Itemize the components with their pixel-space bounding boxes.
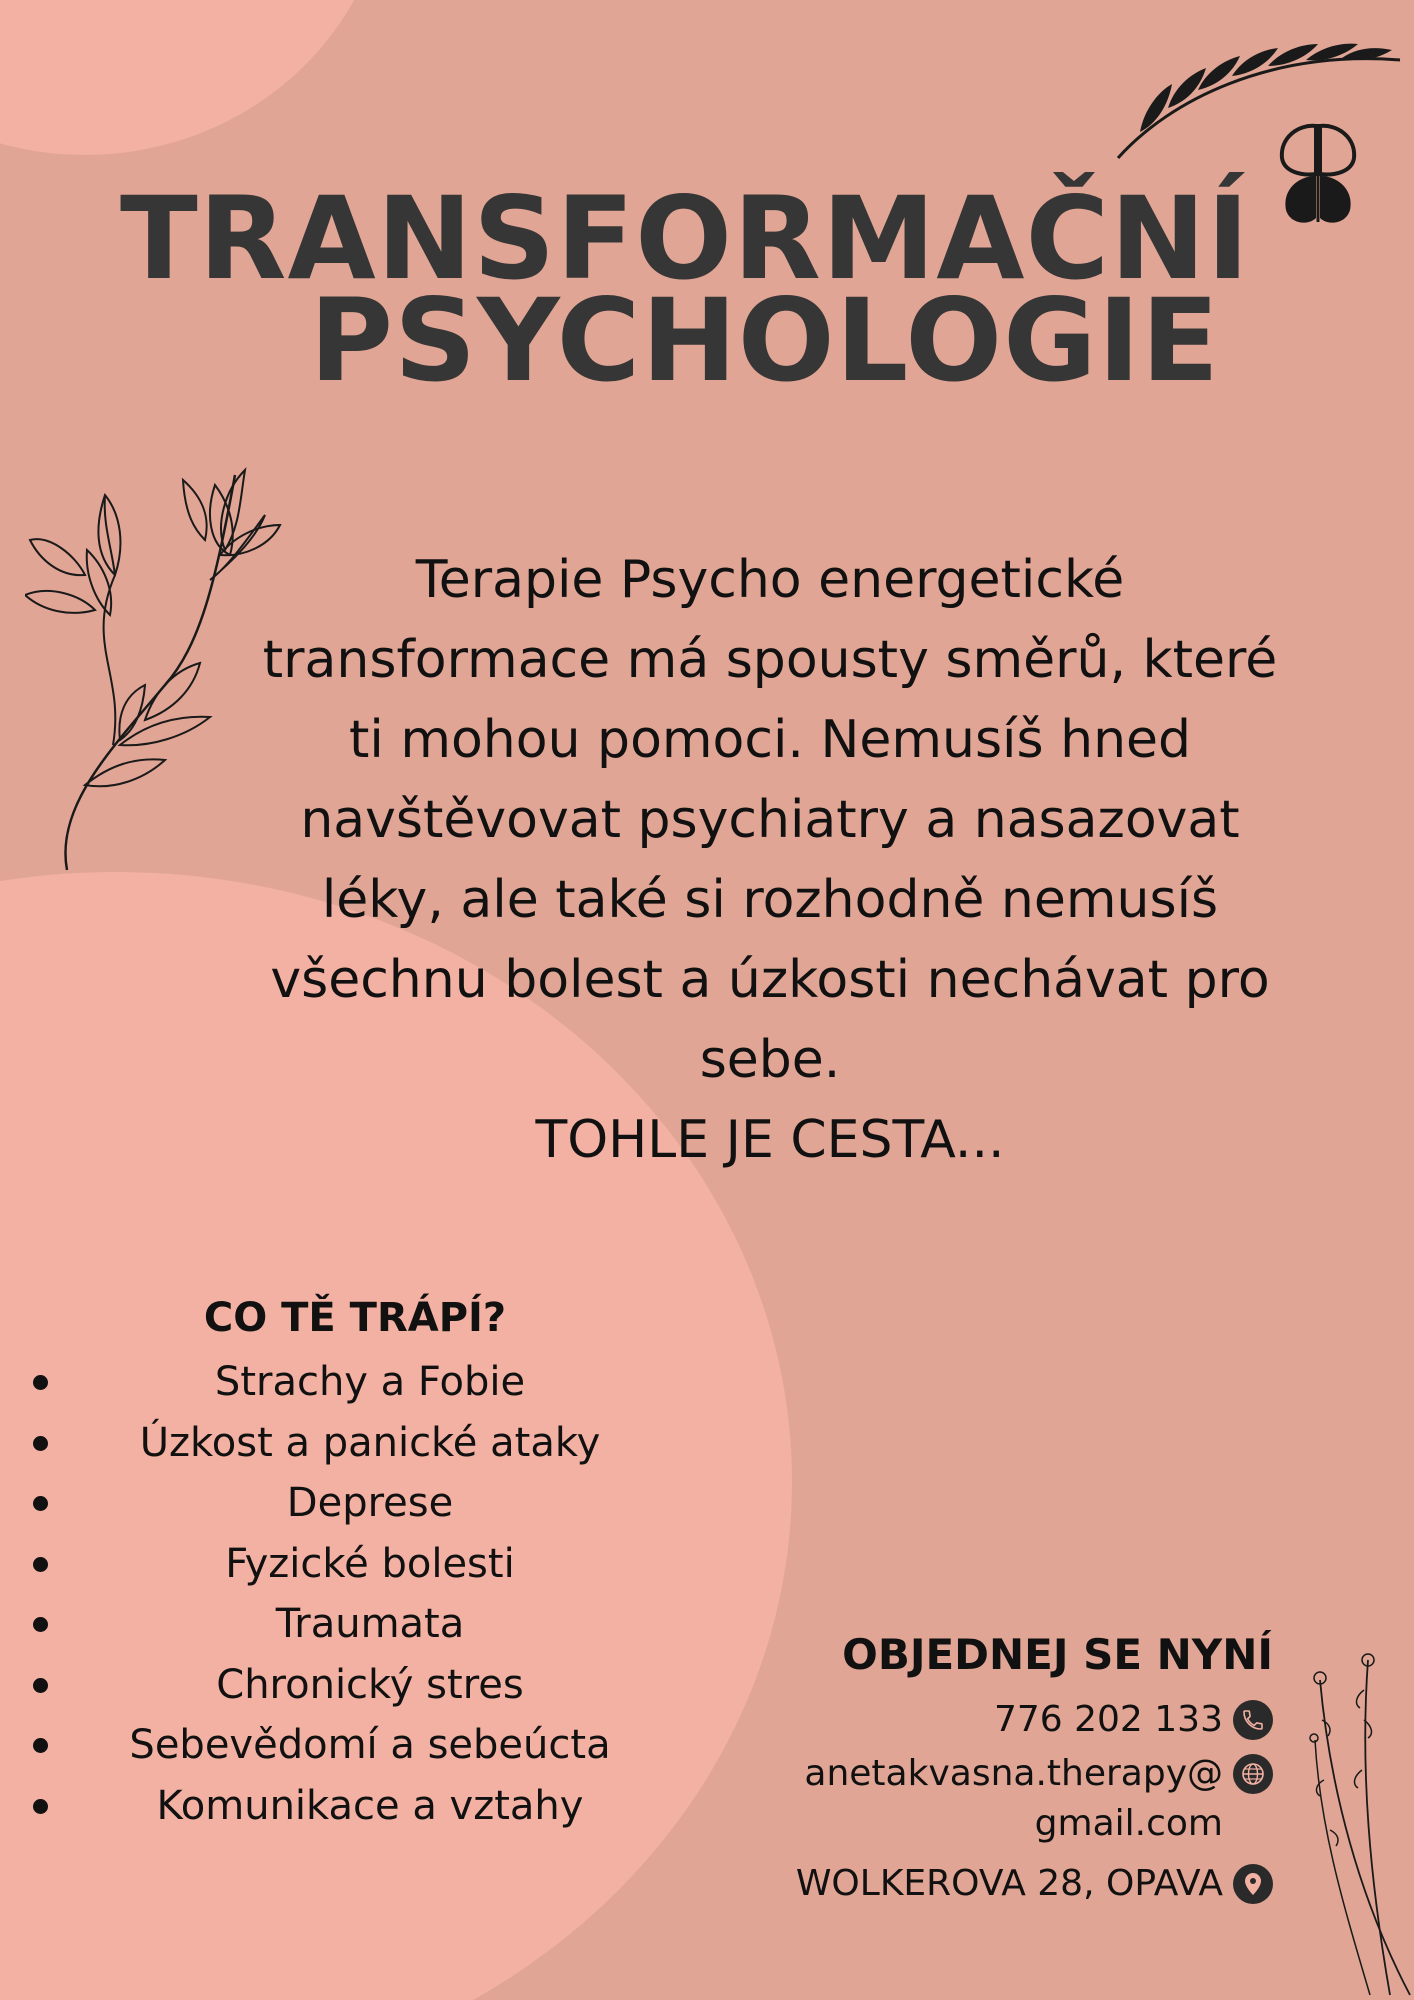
location-pin-icon	[1233, 1864, 1273, 1904]
list-item-text: Komunikace a vztahy	[156, 1782, 584, 1829]
bullet-icon	[33, 1799, 48, 1814]
email-line-2: gmail.com	[1034, 1803, 1223, 1844]
bullet-icon	[33, 1678, 48, 1693]
bullet-icon	[33, 1375, 48, 1390]
address: WOLKEROVA 28, OPAVA	[795, 1863, 1223, 1904]
title-line-1: TRANSFORMAČNÍ	[120, 172, 1251, 305]
bullet-icon	[33, 1617, 48, 1632]
list-item-text: Úzkost a panické ataky	[139, 1419, 601, 1466]
bullet-icon	[33, 1738, 48, 1753]
list-item-text: Sebevědomí a sebeúcta	[129, 1722, 611, 1768]
list-item-text: Fyzické bolesti	[225, 1540, 515, 1587]
phone-icon	[1233, 1700, 1273, 1740]
list-item-text: Traumata	[275, 1601, 465, 1647]
list-item	[20, 1715, 680, 1776]
contact-address-row	[740, 1859, 1273, 1909]
list-item-text: Deprese	[286, 1480, 454, 1526]
wildflower-sprig-icon	[1300, 1650, 1414, 2000]
title-line-2: PSYCHOLOGIE	[309, 274, 1220, 407]
globe-icon	[1233, 1754, 1273, 1794]
contact-phone-row	[740, 1695, 1273, 1745]
intro-text: Terapie Psycho energetické transformace má spousty směrů, které ti mohou pomoci. Nemusíš hned navštěvovat psychiatry a nasazovat léky, ale také si rozhodně nemusíš všechnu bolest a úzkosti nechávat pro sebe.	[262, 550, 1278, 1090]
list-item-text: Chronický stres	[216, 1661, 524, 1708]
contact-heading: OBJEDNEJ SE NYNÍ	[842, 1630, 1273, 1679]
list-item	[20, 1534, 680, 1595]
intro-paragraph	[250, 540, 1290, 1180]
list-item	[20, 1413, 680, 1474]
bullet-icon	[33, 1496, 48, 1511]
issues-list	[20, 1352, 680, 1836]
list-item	[20, 1473, 680, 1534]
list-item	[20, 1352, 680, 1413]
page-title	[120, 172, 1251, 407]
list-item	[20, 1776, 680, 1837]
background-blob-top	[0, 0, 390, 155]
bullet-icon	[33, 1436, 48, 1451]
issues-heading: CO TĚ TRÁPÍ?	[203, 1295, 507, 1341]
list-item	[20, 1594, 680, 1655]
butterfly-icon	[1268, 118, 1368, 230]
phone-number[interactable]: 776 202 133	[993, 1699, 1223, 1740]
contact-section	[740, 1625, 1273, 1913]
bullet-icon	[33, 1557, 48, 1572]
intro-cta: TOHLE JE CESTA...	[535, 1110, 1005, 1170]
list-item-text: Strachy a Fobie	[214, 1359, 526, 1405]
email-line-1: anetakvasna.therapy@	[804, 1753, 1223, 1794]
issues-section	[20, 1290, 680, 1836]
list-item	[20, 1655, 680, 1716]
contact-email-row	[740, 1749, 1273, 1849]
email-address[interactable]	[804, 1749, 1223, 1849]
